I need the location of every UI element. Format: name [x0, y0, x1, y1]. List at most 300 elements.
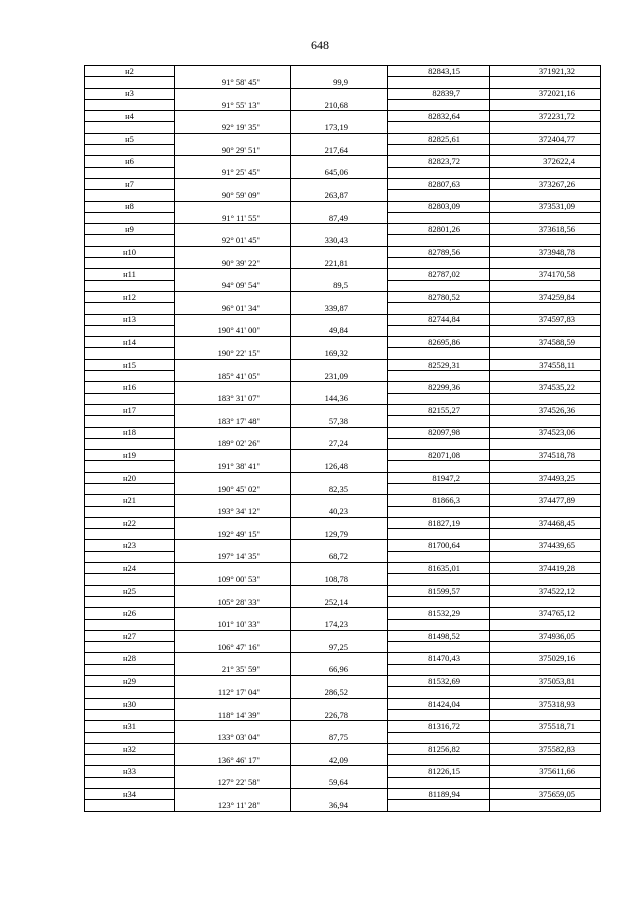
segment-row — [85, 800, 601, 811]
empty-cell — [388, 348, 490, 359]
direction-angle: 183° 17' 48" — [175, 416, 291, 427]
segment-length: 645,06 — [291, 167, 388, 178]
segment-length: 82,35 — [291, 483, 388, 494]
segment-length: 339,87 — [291, 303, 388, 314]
segment-row — [85, 664, 601, 675]
point-row — [85, 698, 601, 709]
segment-row — [85, 416, 601, 427]
empty-cell — [85, 777, 175, 788]
empty-cell — [388, 122, 490, 133]
empty-cell — [85, 596, 175, 607]
direction-angle: 193° 34' 12" — [175, 506, 291, 517]
empty-cell — [490, 258, 601, 269]
segment-row — [85, 506, 601, 517]
point-name: н32 — [85, 743, 175, 754]
direction-angle: 90° 59' 09" — [175, 190, 291, 201]
point-row — [85, 88, 601, 99]
direction-angle: 112° 17' 04" — [175, 687, 291, 698]
segment-length: 210,68 — [291, 99, 388, 110]
segment-row — [85, 325, 601, 336]
empty-cell — [388, 574, 490, 585]
y-coordinate: 374523,06 — [490, 427, 601, 438]
segment-length: 40,23 — [291, 506, 388, 517]
empty-cell — [490, 732, 601, 743]
empty-cell — [490, 77, 601, 88]
y-coordinate: 374468,45 — [490, 517, 601, 528]
segment-length: 221,81 — [291, 258, 388, 269]
empty-cell — [388, 258, 490, 269]
empty-cell — [85, 258, 175, 269]
empty-cell — [175, 698, 291, 709]
direction-angle: 91° 58' 45" — [175, 77, 291, 88]
x-coordinate: 81498,52 — [388, 630, 490, 641]
segment-row — [85, 529, 601, 540]
segment-length: 42,09 — [291, 755, 388, 766]
y-coordinate: 374493,25 — [490, 472, 601, 483]
direction-angle: 123° 11' 28" — [175, 800, 291, 811]
direction-angle: 91° 55' 13" — [175, 99, 291, 110]
x-coordinate: 82695,86 — [388, 337, 490, 348]
empty-cell — [291, 540, 388, 551]
coordinates-table — [84, 65, 601, 812]
empty-cell — [85, 235, 175, 246]
direction-angle: 91° 25' 45" — [175, 167, 291, 178]
point-name: н33 — [85, 766, 175, 777]
empty-cell — [490, 167, 601, 178]
empty-cell — [388, 438, 490, 449]
empty-cell — [175, 766, 291, 777]
empty-cell — [85, 212, 175, 223]
empty-cell — [175, 404, 291, 415]
empty-cell — [85, 325, 175, 336]
segment-length: 252,14 — [291, 596, 388, 607]
empty-cell — [85, 99, 175, 110]
point-name: н6 — [85, 156, 175, 167]
empty-cell — [85, 732, 175, 743]
y-coordinate: 375611,66 — [490, 766, 601, 777]
segment-length: 173,19 — [291, 122, 388, 133]
empty-cell — [175, 585, 291, 596]
empty-cell — [175, 291, 291, 302]
point-name: н28 — [85, 653, 175, 664]
empty-cell — [490, 506, 601, 517]
empty-cell — [85, 190, 175, 201]
empty-cell — [175, 676, 291, 687]
point-name: н24 — [85, 563, 175, 574]
y-coordinate: 373267,26 — [490, 178, 601, 189]
y-coordinate: 372231,72 — [490, 111, 601, 122]
point-name: н22 — [85, 517, 175, 528]
empty-cell — [175, 563, 291, 574]
x-coordinate: 82787,02 — [388, 269, 490, 280]
point-name: н12 — [85, 291, 175, 302]
point-row — [85, 472, 601, 483]
empty-cell — [291, 359, 388, 370]
empty-cell — [85, 461, 175, 472]
empty-cell — [291, 698, 388, 709]
empty-cell — [388, 77, 490, 88]
x-coordinate: 81316,72 — [388, 721, 490, 732]
empty-cell — [85, 416, 175, 427]
empty-cell — [291, 517, 388, 528]
point-name: н29 — [85, 676, 175, 687]
empty-cell — [388, 551, 490, 562]
point-name: н26 — [85, 608, 175, 619]
point-name: н18 — [85, 427, 175, 438]
point-row — [85, 201, 601, 212]
x-coordinate: 82744,84 — [388, 314, 490, 325]
empty-cell — [490, 99, 601, 110]
point-name: н2 — [85, 66, 175, 77]
segment-row — [85, 303, 601, 314]
empty-cell — [490, 642, 601, 653]
empty-cell — [175, 653, 291, 664]
y-coordinate: 373948,78 — [490, 246, 601, 257]
empty-cell — [388, 596, 490, 607]
segment-row — [85, 212, 601, 223]
segment-row — [85, 619, 601, 630]
x-coordinate: 81700,64 — [388, 540, 490, 551]
empty-cell — [490, 461, 601, 472]
empty-cell — [85, 642, 175, 653]
empty-cell — [291, 450, 388, 461]
empty-cell — [291, 291, 388, 302]
direction-angle: 136° 46' 17" — [175, 755, 291, 766]
empty-cell — [85, 167, 175, 178]
segment-length: 231,09 — [291, 371, 388, 382]
direction-angle: 185° 41' 05" — [175, 371, 291, 382]
y-coordinate: 371921,32 — [490, 66, 601, 77]
point-name: н25 — [85, 585, 175, 596]
empty-cell — [388, 483, 490, 494]
x-coordinate: 81866,3 — [388, 495, 490, 506]
empty-cell — [490, 664, 601, 675]
empty-cell — [490, 619, 601, 630]
segment-row — [85, 99, 601, 110]
segment-row — [85, 461, 601, 472]
empty-cell — [85, 483, 175, 494]
empty-cell — [388, 800, 490, 811]
y-coordinate: 374558,11 — [490, 359, 601, 370]
segment-length: 59,64 — [291, 777, 388, 788]
point-row — [85, 743, 601, 754]
empty-cell — [291, 743, 388, 754]
point-name: н4 — [85, 111, 175, 122]
segment-length: 226,78 — [291, 709, 388, 720]
point-row — [85, 608, 601, 619]
x-coordinate: 81470,43 — [388, 653, 490, 664]
empty-cell — [85, 619, 175, 630]
x-coordinate: 82823,72 — [388, 156, 490, 167]
empty-cell — [85, 122, 175, 133]
y-coordinate: 375029,16 — [490, 653, 601, 664]
point-row — [85, 721, 601, 732]
y-coordinate: 374439,65 — [490, 540, 601, 551]
direction-angle: 91° 11' 55" — [175, 212, 291, 223]
empty-cell — [388, 235, 490, 246]
empty-cell — [388, 461, 490, 472]
empty-cell — [490, 393, 601, 404]
empty-cell — [388, 303, 490, 314]
empty-cell — [175, 721, 291, 732]
point-row — [85, 789, 601, 800]
segment-length: 68,72 — [291, 551, 388, 562]
direction-angle: 92° 19' 35" — [175, 122, 291, 133]
point-row — [85, 630, 601, 641]
empty-cell — [85, 687, 175, 698]
point-name: н17 — [85, 404, 175, 415]
point-row — [85, 404, 601, 415]
x-coordinate: 81635,01 — [388, 563, 490, 574]
empty-cell — [85, 393, 175, 404]
direction-angle: 21° 35' 59" — [175, 664, 291, 675]
direction-angle: 92° 01' 45" — [175, 235, 291, 246]
empty-cell — [291, 404, 388, 415]
empty-cell — [490, 777, 601, 788]
point-row — [85, 224, 601, 235]
point-name: н7 — [85, 178, 175, 189]
point-row — [85, 133, 601, 144]
empty-cell — [291, 246, 388, 257]
point-row — [85, 337, 601, 348]
segment-row — [85, 235, 601, 246]
point-name: н27 — [85, 630, 175, 641]
segment-row — [85, 687, 601, 698]
x-coordinate: 81947,2 — [388, 472, 490, 483]
segment-row — [85, 77, 601, 88]
empty-cell — [490, 280, 601, 291]
segment-row — [85, 642, 601, 653]
empty-cell — [175, 337, 291, 348]
empty-cell — [388, 777, 490, 788]
empty-cell — [291, 585, 388, 596]
page-number: 648 — [311, 38, 329, 52]
empty-cell — [388, 529, 490, 540]
empty-cell — [175, 156, 291, 167]
segment-row — [85, 371, 601, 382]
point-name: н34 — [85, 789, 175, 800]
x-coordinate: 81532,29 — [388, 608, 490, 619]
empty-cell — [388, 280, 490, 291]
segment-row — [85, 190, 601, 201]
direction-angle: 197° 14' 35" — [175, 551, 291, 562]
point-row — [85, 246, 601, 257]
empty-cell — [291, 382, 388, 393]
segment-length: 89,5 — [291, 280, 388, 291]
empty-cell — [291, 178, 388, 189]
point-name: н9 — [85, 224, 175, 235]
y-coordinate: 374526,36 — [490, 404, 601, 415]
segment-row — [85, 483, 601, 494]
x-coordinate: 82843,15 — [388, 66, 490, 77]
x-coordinate: 81226,15 — [388, 766, 490, 777]
empty-cell — [388, 664, 490, 675]
empty-cell — [175, 472, 291, 483]
segment-length: 99,9 — [291, 77, 388, 88]
point-name: н5 — [85, 133, 175, 144]
x-coordinate: 82789,56 — [388, 246, 490, 257]
empty-cell — [175, 88, 291, 99]
empty-cell — [85, 574, 175, 585]
empty-cell — [85, 551, 175, 562]
segment-row — [85, 122, 601, 133]
y-coordinate: 374588,59 — [490, 337, 601, 348]
segment-length: 108,78 — [291, 574, 388, 585]
empty-cell — [175, 111, 291, 122]
point-name: н31 — [85, 721, 175, 732]
empty-cell — [175, 178, 291, 189]
empty-cell — [291, 66, 388, 77]
segment-row — [85, 348, 601, 359]
y-coordinate: 374597,83 — [490, 314, 601, 325]
point-name: н3 — [85, 88, 175, 99]
empty-cell — [291, 721, 388, 732]
point-row — [85, 382, 601, 393]
empty-cell — [85, 529, 175, 540]
empty-cell — [85, 755, 175, 766]
point-name: н19 — [85, 450, 175, 461]
empty-cell — [175, 66, 291, 77]
direction-angle: 183° 31' 07" — [175, 393, 291, 404]
empty-cell — [490, 709, 601, 720]
empty-cell — [388, 325, 490, 336]
empty-cell — [291, 314, 388, 325]
empty-cell — [490, 325, 601, 336]
x-coordinate: 82299,36 — [388, 382, 490, 393]
x-coordinate: 81189,94 — [388, 789, 490, 800]
segment-row — [85, 438, 601, 449]
empty-cell — [490, 687, 601, 698]
empty-cell — [175, 201, 291, 212]
segment-row — [85, 393, 601, 404]
y-coordinate: 374419,28 — [490, 563, 601, 574]
segment-length: 263,87 — [291, 190, 388, 201]
empty-cell — [388, 755, 490, 766]
empty-cell — [291, 133, 388, 144]
segment-length: 87,75 — [291, 732, 388, 743]
x-coordinate: 81256,82 — [388, 743, 490, 754]
direction-angle: 189° 02' 26" — [175, 438, 291, 449]
empty-cell — [490, 551, 601, 562]
empty-cell — [291, 201, 388, 212]
x-coordinate: 82801,26 — [388, 224, 490, 235]
empty-cell — [388, 371, 490, 382]
empty-cell — [490, 371, 601, 382]
empty-cell — [85, 709, 175, 720]
point-row — [85, 517, 601, 528]
x-coordinate: 82529,31 — [388, 359, 490, 370]
direction-angle: 90° 39' 22" — [175, 258, 291, 269]
segment-row — [85, 551, 601, 562]
segment-length: 57,38 — [291, 416, 388, 427]
point-row — [85, 766, 601, 777]
coordinates-table-body — [85, 66, 601, 812]
direction-angle: 127° 22' 58" — [175, 777, 291, 788]
point-row — [85, 563, 601, 574]
point-row — [85, 269, 601, 280]
empty-cell — [388, 99, 490, 110]
y-coordinate: 375582,83 — [490, 743, 601, 754]
y-coordinate: 374477,89 — [490, 495, 601, 506]
x-coordinate: 82807,63 — [388, 178, 490, 189]
empty-cell — [490, 596, 601, 607]
x-coordinate: 82155,27 — [388, 404, 490, 415]
empty-cell — [490, 574, 601, 585]
point-row — [85, 585, 601, 596]
direction-angle: 190° 22' 15" — [175, 348, 291, 359]
empty-cell — [490, 212, 601, 223]
x-coordinate: 82803,09 — [388, 201, 490, 212]
x-coordinate: 81599,57 — [388, 585, 490, 596]
empty-cell — [175, 608, 291, 619]
empty-cell — [291, 676, 388, 687]
point-name: н13 — [85, 314, 175, 325]
y-coordinate: 374518,78 — [490, 450, 601, 461]
direction-angle: 109° 00' 53" — [175, 574, 291, 585]
segment-length: 36,94 — [291, 800, 388, 811]
empty-cell — [388, 709, 490, 720]
point-row — [85, 178, 601, 189]
point-row — [85, 495, 601, 506]
empty-cell — [85, 800, 175, 811]
empty-cell — [85, 145, 175, 156]
empty-cell — [388, 212, 490, 223]
segment-length: 174,23 — [291, 619, 388, 630]
x-coordinate: 81532,69 — [388, 676, 490, 687]
y-coordinate: 375318,93 — [490, 698, 601, 709]
segment-length: 217,64 — [291, 145, 388, 156]
point-row — [85, 359, 601, 370]
empty-cell — [388, 642, 490, 653]
empty-cell — [388, 687, 490, 698]
point-name: н30 — [85, 698, 175, 709]
segment-length: 66,96 — [291, 664, 388, 675]
segment-length: 126,48 — [291, 461, 388, 472]
empty-cell — [490, 145, 601, 156]
empty-cell — [388, 416, 490, 427]
empty-cell — [175, 359, 291, 370]
empty-cell — [291, 608, 388, 619]
empty-cell — [175, 269, 291, 280]
empty-cell — [175, 246, 291, 257]
segment-row — [85, 596, 601, 607]
x-coordinate: 82780,52 — [388, 291, 490, 302]
direction-angle: 190° 45' 02" — [175, 483, 291, 494]
y-coordinate: 372404,77 — [490, 133, 601, 144]
point-row — [85, 111, 601, 122]
empty-cell — [175, 382, 291, 393]
direction-angle: 191° 38' 41" — [175, 461, 291, 472]
x-coordinate: 82097,98 — [388, 427, 490, 438]
segment-row — [85, 574, 601, 585]
segment-row — [85, 732, 601, 743]
empty-cell — [490, 755, 601, 766]
direction-angle: 118° 14' 39" — [175, 709, 291, 720]
empty-cell — [175, 540, 291, 551]
direction-angle: 101° 10' 33" — [175, 619, 291, 630]
point-row — [85, 314, 601, 325]
empty-cell — [175, 743, 291, 754]
point-row — [85, 66, 601, 77]
y-coordinate: 372622,4 — [490, 156, 601, 167]
empty-cell — [490, 190, 601, 201]
segment-row — [85, 777, 601, 788]
empty-cell — [175, 789, 291, 800]
empty-cell — [85, 371, 175, 382]
segment-length: 144,36 — [291, 393, 388, 404]
empty-cell — [85, 506, 175, 517]
y-coordinate: 372021,16 — [490, 88, 601, 99]
